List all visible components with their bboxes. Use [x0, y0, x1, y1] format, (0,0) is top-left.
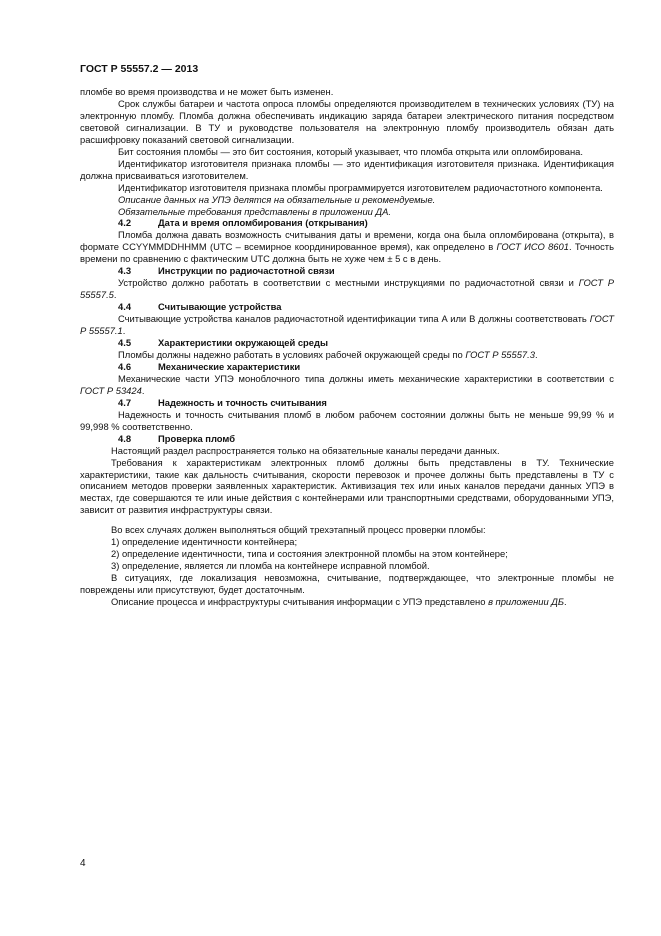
paragraph-italic: Описание данных на УПЭ делятся на обязательные и рекомендуемые.	[118, 193, 436, 205]
paragraph: Требования к характеристикам электронных пломб должны быть представлены в ТУ. Технические характеристики, такие как дальность считывания, скорости перевозок и прочее должны быть представлены в ТУ с описанием методов проверки заявленных характеристик. Активизация тех или иных каналов передачи данных УПЭ в местах, где совершаются те или иные действия с контейнерами или транспортными средствами, оборудованными УПЭ, зависит от развития инфраструктуры связи.	[80, 456, 614, 516]
paragraph: Срок службы батареи и частота опроса пломбы определяются производителем в технических условиях (ТУ) на электронную пломбу. Пломба должна обеспечивать индикацию заряда батареи электрического питания посредством световой сигнализации. В ТУ и руководстве пользователя на электронную пломбу производитель обязан дать расшифровку показаний световой сигнализации.	[80, 97, 614, 145]
paragraph: Идентификатор изготовителя признака пломбы программируется изготовителем радиочастотного компонента.	[118, 181, 603, 193]
document-header: ГОСТ Р 55557.2 — 2013	[80, 63, 199, 75]
page-number: 4	[80, 858, 86, 869]
list-item: 3) определение, является ли пломба на контейнере исправной пломбой.	[111, 560, 430, 572]
document-body	[80, 86, 614, 608]
paragraph: Идентификатор изготовителя признака пломбы — это идентификация изготовителя признака. Идентификация должна присваиваться изготовителем.	[80, 157, 614, 181]
paragraph: Механические части УПЭ моноблочного типа должны иметь механические характеристики в соответствии с ГОСТ Р 53424.	[80, 372, 614, 396]
paragraph: В ситуациях, где локализация невозможна, считывание, подтверждающее, что электронные пломбы не повреждены или присутствуют, будет достаточным.	[80, 572, 614, 596]
section-heading-4-2: 4.2 Дата и время опломбирования (открывания)	[118, 217, 368, 229]
list-item: 2) определение идентичности, типа и состояния электронной пломбы на этом контейнере;	[111, 548, 508, 560]
section-heading-4-3: 4.3 Инструкции по радиочастотной связи	[118, 265, 335, 277]
section-heading-4-6: 4.6 Механические характеристики	[118, 360, 301, 372]
section-heading-4-7: 4.7 Надежность и точность считывания	[118, 396, 327, 408]
paragraph: Пломбы должны надежно работать в условиях рабочей окружающей среды по ГОСТ Р 55557.3.	[118, 348, 538, 360]
paragraph: Считывающие устройства каналов радиочастотной идентификации типа A или B должны соответствовать ГОСТ Р 55557.1.	[80, 313, 614, 337]
paragraph: Во всех случаях должен выполняться общий трехэтапный процесс проверки пломбы:	[111, 524, 486, 536]
paragraph: Бит состояния пломбы — это бит состояния, который указывает, что пломба открыта или опломбирована.	[118, 145, 583, 157]
paragraph: Устройство должно работать в соответствии с местными инструкциями по радиочастотной связи и ГОСТ Р 55557.5.	[80, 277, 614, 301]
paragraph: Пломба должна давать возможность считывания даты и времени, когда она была опломбирована (открыта), в формате CCYYMMDDHHMM (UTC – всемирное координированное время), как определено в ГОСТ ИСО 8601. Точность времени по сравнению с фактическим UTC должна быть не хуже чем ± 5 с в день.	[80, 229, 614, 265]
list-item: 1) определение идентичности контейнера;	[111, 536, 298, 548]
paragraph: Описание процесса и инфраструктуры считывания информации с УПЭ представлено в приложении ДБ.	[111, 596, 567, 608]
paragraph: Надежность и точность считывания пломб в любом рабочем состоянии должны быть не меньше 99,99 % и 99,998 % соответственно.	[80, 408, 614, 432]
section-heading-4-5: 4.5 Характеристики окружающей среды	[118, 337, 328, 349]
paragraph-italic: Обязательные требования представлены в приложении ДА.	[118, 205, 391, 217]
section-heading-4-8: 4.8 Проверка пломб	[118, 432, 235, 444]
paragraph: Настоящий раздел распространяется только на обязательные каналы передачи данных.	[111, 444, 500, 456]
section-heading-4-4: 4.4 Считывающие устройства	[118, 301, 282, 313]
paragraph: пломбе во время производства и не может быть изменен.	[80, 86, 334, 97]
